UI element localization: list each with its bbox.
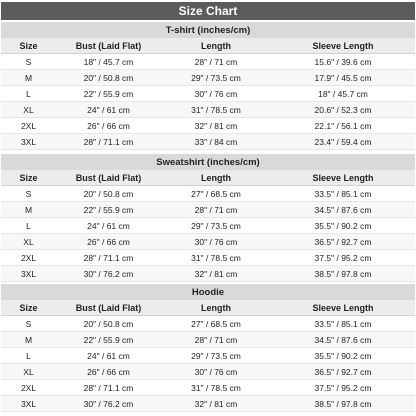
bust-cell: 28" / 71.1 cm xyxy=(83,252,134,263)
table-row xyxy=(1,86,415,102)
sleeve-cell: 34.5" / 87.6 cm xyxy=(314,204,372,215)
column-header: Length xyxy=(201,40,231,51)
sleeve-cell: 20.6" / 52.3 cm xyxy=(314,104,372,115)
size-cell: M xyxy=(24,72,33,83)
size-cell: 2XL xyxy=(20,252,37,263)
table-row xyxy=(1,186,415,202)
sleeve-cell: 37.5" / 95.2 cm xyxy=(314,382,372,393)
sleeve-cell: 36.5" / 92.7 cm xyxy=(314,366,372,377)
column-header-row xyxy=(1,170,415,186)
length-cell: 28" / 71 cm xyxy=(194,204,238,215)
table-row xyxy=(1,118,415,134)
column-header: Length xyxy=(201,302,231,313)
section-title: Sweatshirt (inches/cm) xyxy=(1,154,415,170)
sleeve-cell: 33.5" / 85.1 cm xyxy=(314,318,372,329)
length-cell: 29" / 73.5 cm xyxy=(191,350,241,361)
length-cell: 29" / 73.5 cm xyxy=(191,72,241,83)
bust-cell: 22" / 55.9 cm xyxy=(83,334,134,345)
size-cell: L xyxy=(26,88,31,99)
table-row xyxy=(1,70,415,86)
bust-cell: 28" / 71.1 cm xyxy=(83,382,134,393)
table-row xyxy=(1,316,415,332)
length-cell: 30" / 76 cm xyxy=(194,366,238,377)
length-cell: 32" / 81 cm xyxy=(194,120,238,131)
section-title: T-shirt (inches/cm) xyxy=(1,22,415,38)
bust-cell: 24" / 61 cm xyxy=(87,104,130,115)
sleeve-cell: 38.5" / 97.8 cm xyxy=(314,398,372,409)
length-cell: 30" / 76 cm xyxy=(194,88,238,99)
bust-cell: 30" / 76.2 cm xyxy=(83,268,134,279)
length-cell: 32" / 81 cm xyxy=(194,398,238,409)
table-row xyxy=(1,134,415,150)
bust-cell: 18" / 45.7 cm xyxy=(83,56,134,67)
bust-cell: 26" / 66 cm xyxy=(87,366,130,377)
length-cell: 27" / 68.5 cm xyxy=(191,188,241,199)
sleeve-cell: 36.5" / 92.7 cm xyxy=(314,236,372,247)
column-header: Size xyxy=(19,172,38,183)
bust-cell: 20" / 50.8 cm xyxy=(83,318,134,329)
column-header-row xyxy=(1,300,415,316)
length-cell: 32" / 81 cm xyxy=(194,268,238,279)
column-header: Sleeve Length xyxy=(312,302,374,313)
size-cell: 3XL xyxy=(20,268,37,279)
sleeve-cell: 17.9" / 45.5 cm xyxy=(314,72,372,83)
table-row xyxy=(1,54,415,70)
sleeve-cell: 22.1" / 56.1 cm xyxy=(314,120,372,131)
sleeve-cell: 33.5" / 85.1 cm xyxy=(314,188,372,199)
length-cell: 33" / 84 cm xyxy=(194,136,238,147)
table-row xyxy=(1,250,415,266)
table-row xyxy=(1,348,415,364)
table-row xyxy=(1,218,415,234)
column-header: Bust (Laid Flat) xyxy=(75,302,142,313)
bust-cell: 24" / 61 cm xyxy=(87,350,130,361)
section-title: Hoodie xyxy=(1,284,415,300)
table-row xyxy=(1,364,415,380)
bust-cell: 30" / 76.2 cm xyxy=(83,398,134,409)
size-cell: M xyxy=(24,334,33,345)
table-row xyxy=(1,266,415,282)
table-row xyxy=(1,102,415,118)
size-cell: S xyxy=(25,188,32,199)
sleeve-cell: 15.6" / 39.6 cm xyxy=(314,56,372,67)
section-tshirt xyxy=(1,22,415,150)
size-cell: L xyxy=(26,220,31,231)
size-cell: 3XL xyxy=(20,398,37,409)
bust-cell: 20" / 50.8 cm xyxy=(83,72,134,83)
size-cell: XL xyxy=(23,104,34,115)
sleeve-cell: 18" / 45.7 cm xyxy=(318,88,368,99)
length-cell: 31" / 78.5 cm xyxy=(191,252,241,263)
column-header: Sleeve Length xyxy=(312,172,374,183)
size-cell: M xyxy=(24,204,33,215)
size-cell: 3XL xyxy=(20,136,37,147)
bust-cell: 26" / 66 cm xyxy=(87,236,130,247)
length-cell: 29" / 73.5 cm xyxy=(191,220,241,231)
sleeve-cell: 35.5" / 90.2 cm xyxy=(314,220,372,231)
table-row xyxy=(1,202,415,218)
sleeve-cell: 23.4" / 59.4 cm xyxy=(314,136,372,147)
column-header: Length xyxy=(201,172,231,183)
size-cell: L xyxy=(26,350,31,361)
section-hoodie xyxy=(1,284,415,412)
table-row xyxy=(1,234,415,250)
sleeve-cell: 38.5" / 97.8 cm xyxy=(314,268,372,279)
bust-cell: 20" / 50.8 cm xyxy=(83,188,134,199)
column-header-row xyxy=(1,38,415,54)
column-header: Sleeve Length xyxy=(312,40,374,51)
table-row xyxy=(1,380,415,396)
length-cell: 28" / 71 cm xyxy=(194,334,238,345)
column-header: Bust (Laid Flat) xyxy=(75,172,142,183)
bust-cell: 22" / 55.9 cm xyxy=(83,88,134,99)
length-cell: 31" / 78.5 cm xyxy=(191,104,241,115)
size-cell: S xyxy=(25,56,32,67)
bust-cell: 26" / 66 cm xyxy=(87,120,130,131)
bust-cell: 22" / 55.9 cm xyxy=(83,204,134,215)
size-cell: 2XL xyxy=(20,120,37,131)
size-cell: XL xyxy=(23,366,34,377)
chart-title: Size Chart xyxy=(1,2,415,20)
column-header: Size xyxy=(19,40,38,51)
size-cell: S xyxy=(25,318,32,329)
length-cell: 31" / 78.5 cm xyxy=(191,382,241,393)
bust-cell: 28" / 71.1 cm xyxy=(83,136,134,147)
column-header: Size xyxy=(19,302,38,313)
sleeve-cell: 37.5" / 95.2 cm xyxy=(314,252,372,263)
table-row xyxy=(1,332,415,348)
sleeve-cell: 34.5" / 87.6 cm xyxy=(314,334,372,345)
table-row xyxy=(1,396,415,412)
sleeve-cell: 35.5" / 90.2 cm xyxy=(314,350,372,361)
size-cell: 2XL xyxy=(20,382,37,393)
section-sweatshirt xyxy=(1,154,415,282)
column-header: Bust (Laid Flat) xyxy=(75,40,142,51)
length-cell: 28" / 71 cm xyxy=(194,56,238,67)
length-cell: 30" / 76 cm xyxy=(194,236,238,247)
size-cell: XL xyxy=(23,236,34,247)
length-cell: 27" / 68.5 cm xyxy=(191,318,241,329)
bust-cell: 24" / 61 cm xyxy=(87,220,130,231)
